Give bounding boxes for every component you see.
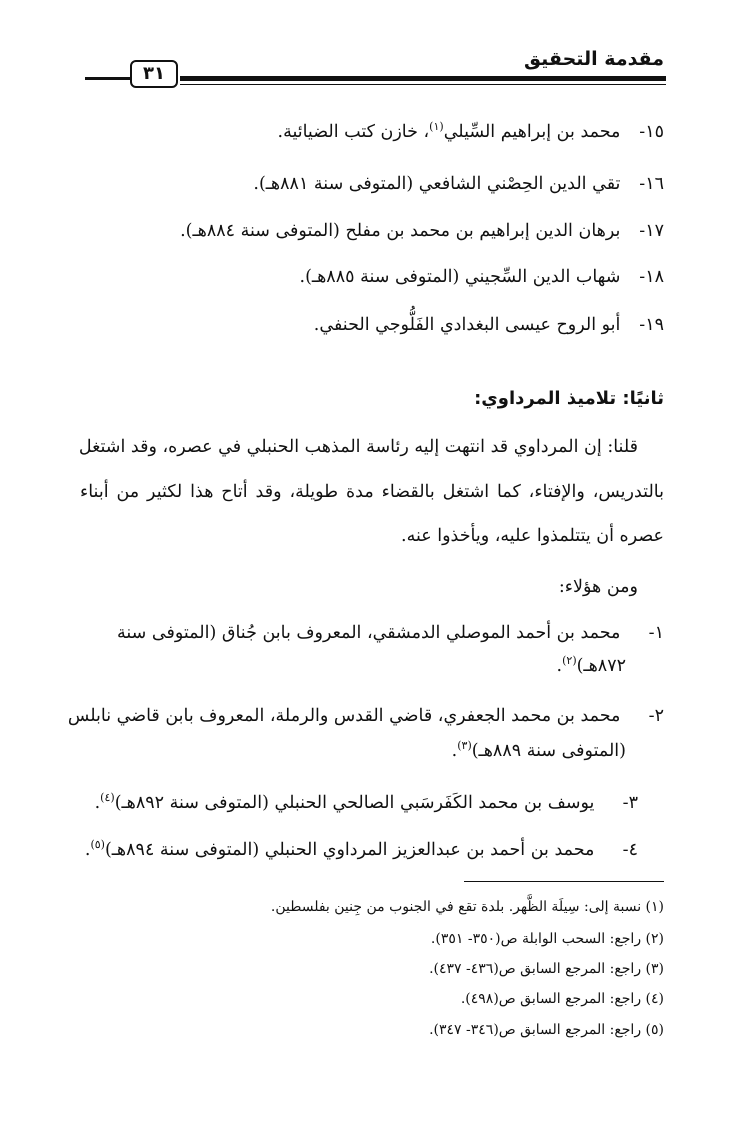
item-number: ٣-	[622, 793, 638, 813]
item-text: برهان الدين إبراهيم بن محمد بن مفلح (المتوفى سنة ٨٨٤هـ).	[180, 221, 621, 241]
teacher-item-19	[80, 310, 664, 340]
student-item-1-continued	[80, 651, 626, 681]
item-tail: .	[556, 656, 563, 676]
footnote-1: (١) نسبة إلى: سِيلَة الظَّهر. بلدة تقع في الجنوب من جِنين بفلسطين.	[270, 899, 664, 915]
item-number: ١٩-	[639, 315, 664, 335]
footnote-3: (٣) راجع: المرجع السابق ص(٤٣٦- ٤٣٧).	[429, 961, 664, 977]
teacher-item-15	[80, 117, 664, 147]
paragraph-line-3: عصره أن يتتلمذوا عليه، ويأخذوا عنه.	[401, 526, 664, 546]
item-tail: .	[94, 793, 101, 813]
item-text: شهاب الدين السِّجيني (المتوفى سنة ٨٨٥هـ).	[299, 267, 621, 287]
item-tail: .	[84, 840, 91, 860]
item-text: محمد بن إبراهيم السِّيلي	[443, 122, 621, 142]
section-heading: ثانيًا: تلاميذ المرداوي:	[474, 388, 664, 409]
header-rule-thin	[180, 84, 666, 85]
footnote-2: (٢) راجع: السحب الوابلة ص(٣٥٠- ٣٥١).	[430, 931, 664, 947]
footnote-ref[interactable]: (١)	[429, 120, 444, 134]
students-intro: ومن هؤلاء:	[558, 577, 638, 597]
student-item-1	[80, 618, 664, 648]
item-tail: .	[451, 741, 458, 761]
item-text: يوسف بن محمد الكَفَرسَبي الصالحي الحنبلي (المتوفى سنة ٨٩٢هـ)	[114, 793, 595, 813]
item-text: محمد بن أحمد بن عبدالعزيز المرداوي الحنبلي (المتوفى سنة ٨٩٤هـ)	[104, 840, 595, 860]
item-text: ٨٧٢هـ)	[576, 656, 626, 676]
item-text: (المتوفى سنة ٨٨٩هـ)	[471, 741, 626, 761]
footnote-ref[interactable]: (٢)	[562, 654, 577, 668]
footnote-ref[interactable]: (٥)	[90, 838, 105, 852]
item-text: تقي الدين الحِصْني الشافعي (المتوفى سنة ٨٨١هـ).	[253, 174, 621, 194]
item-number: ١٨-	[639, 267, 664, 287]
item-number: ٤-	[622, 840, 638, 860]
student-item-2-continued	[80, 736, 626, 766]
item-text: أبو الروح عيسى البغدادي الفَلُّوجي الحنفي.	[313, 315, 621, 335]
footnote-separator	[464, 881, 664, 882]
running-title: مقدمة التحقيق	[524, 48, 664, 70]
item-number: ١٦-	[639, 174, 664, 194]
item-number: ١٥-	[639, 122, 664, 142]
item-number: ٢-	[648, 706, 664, 726]
teacher-item-17	[80, 216, 664, 246]
page-number: ٣١	[130, 60, 178, 88]
student-item-2	[67, 701, 664, 731]
teacher-item-18	[80, 262, 664, 292]
paragraph-line-2: بالتدريس، والإفتاء، كما اشتغل بالقضاء مدة طويلة، وقد أتاح هذا لكثير من أبناء	[80, 482, 664, 502]
student-item-4	[80, 835, 638, 865]
teacher-item-16	[80, 169, 664, 199]
header-rule	[180, 76, 666, 81]
footnote-4: (٤) راجع: المرجع السابق ص(٤٩٨).	[460, 991, 664, 1007]
item-number: ١-	[648, 623, 664, 643]
item-number: ١٧-	[639, 221, 664, 241]
header-rule-left	[85, 77, 130, 80]
footnote-ref[interactable]: (٤)	[100, 791, 115, 805]
item-tail: ، خازن كتب الضيائية.	[277, 122, 430, 142]
item-text: محمد بن محمد الجعفري، قاضي القدس والرملة، المعروف بابن قاضي نابلس	[67, 706, 621, 726]
item-text: محمد بن أحمد الموصلي الدمشقي، المعروف بابن جُناق (المتوفى سنة	[117, 623, 621, 643]
footnote-ref[interactable]: (٣)	[457, 739, 472, 753]
paragraph-line-1: قلنا: إن المرداوي قد انتهت إليه رئاسة المذهب الحنبلي في عصره، وقد اشتغل	[78, 437, 638, 457]
footnote-5: (٥) راجع: المرجع السابق ص(٣٤٦- ٣٤٧).	[429, 1022, 664, 1038]
student-item-3	[80, 788, 638, 818]
